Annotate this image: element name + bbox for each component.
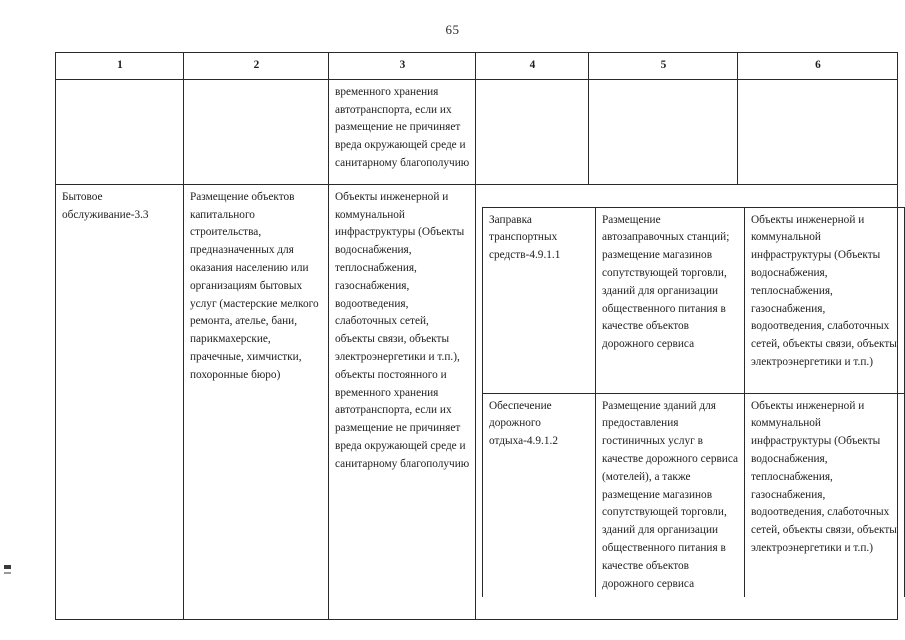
land-use-table (55, 52, 898, 620)
cell-col1 (56, 79, 184, 184)
cell-col4 (476, 79, 589, 184)
column-header-1: 1 (56, 53, 184, 80)
page-number: 65 (445, 22, 460, 37)
table-row (56, 79, 898, 184)
column-header-5: 5 (589, 53, 738, 80)
cell-col5 (589, 79, 738, 184)
table-row (56, 184, 898, 619)
scan-artifact-mark (4, 565, 11, 569)
column-header-6: 6 (738, 53, 898, 80)
cell-col4: Обеспечение дорожного отдыха-4.9.1.2 (483, 393, 596, 597)
scan-artifact-mark-secondary (4, 572, 11, 574)
cell-col3: временного хранения автотранспорта, если их размещение не причиняет вреда окружающей среде и санитарному благополучию (329, 79, 476, 184)
cell-col5: Размещение зданий для предоставления гостиничных услуг в качестве дорожного сервиса (мотелей), а также размещение магазинов сопутствующей торговли, зданий для организации общественного питания в качестве объектов дорожного сервиса (596, 393, 745, 597)
column-header-2: 2 (184, 53, 329, 80)
cell-col3: Объекты инженерной и коммунальной инфраструктуры (Объекты водоснабжения, теплоснабжения, газоснабжения, водоотведения, слаботочных сетей, объекты связи, объекты электроэнергетики и т.п.), объекты постоянного и временного хранения автотранспорта, если их размещение не причиняет вреда окружающей среде и санитарному благополучию (329, 184, 476, 619)
subrow-group (476, 184, 898, 619)
column-header-3: 3 (329, 53, 476, 80)
cell-col5: Размещение автозаправочных станций; размещение магазинов сопутствующей торговли, зданий для организации общественного питания в качестве объектов дорожного сервиса (596, 207, 745, 393)
table-header-row (56, 53, 898, 80)
cell-col2: Размещение объектов капитального строительства, предназначенных для оказания населению или организациям бытовых услуг (мастерские мелкого ремонта, ателье, бани, парикмахерские, прачечные, химчистки, похоронные бюро) (184, 184, 329, 619)
table-subrow (483, 393, 905, 597)
cell-col6 (738, 79, 898, 184)
cell-col4: Заправка транспортных средств-4.9.1.1 (483, 207, 596, 393)
cell-col2 (184, 79, 329, 184)
cell-col1: Бытовое обслуживание-3.3 (56, 184, 184, 619)
column-header-4: 4 (476, 53, 589, 80)
nested-subrow-table (482, 207, 905, 598)
table-subrow (483, 207, 905, 393)
cell-col6: Объекты инженерной и коммунальной инфраструктуры (Объекты водоснабжения, теплоснабжения, газоснабжения, водоотведения, слаботочных сетей, объекты связи, объекты электроэнергетики и т.п.) (745, 393, 905, 597)
cell-col6: Объекты инженерной и коммунальной инфраструктуры (Объекты водоснабжения, теплоснабжения, газоснабжения, водоотведения, слаботочных сетей, объекты связи, объекты электроэнергетики и т.п.) (745, 207, 905, 393)
